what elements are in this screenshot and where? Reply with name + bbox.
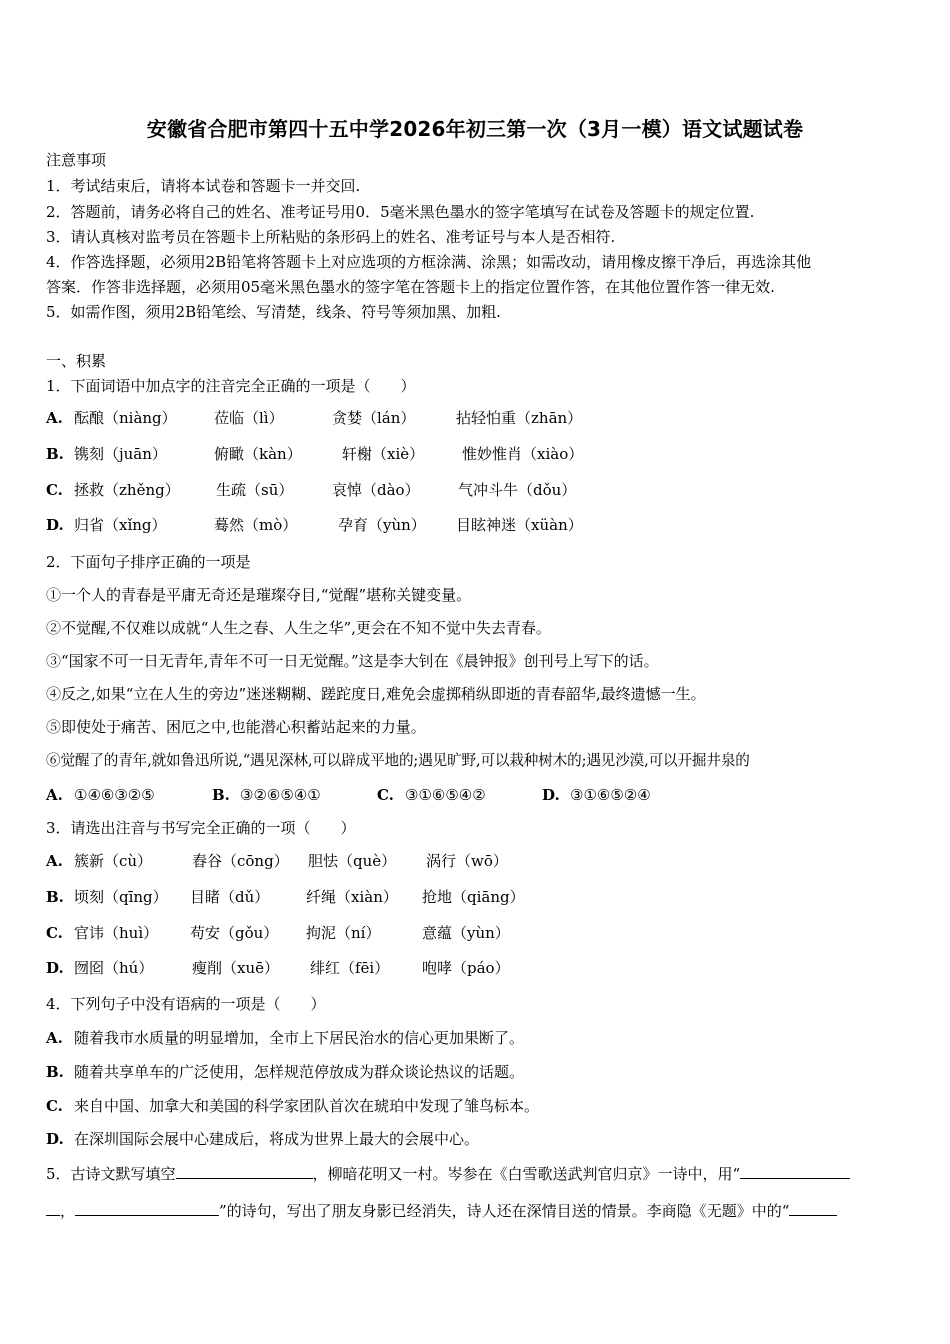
q2-option-c bbox=[377, 785, 486, 805]
q3-word: 意蕴（yùn） bbox=[422, 924, 510, 942]
option-text: 随着共享单车的广泛使用，怎样规范停放成为群众谈论热议的话题。 bbox=[74, 1063, 525, 1081]
notice-item: 2．答题前，请务必将自己的姓名、准考证号用0．5毫米黑色墨水的签字笔填写在试卷及答题卡的规定位置. bbox=[46, 203, 755, 221]
q5-text: 5．古诗文默写填空 bbox=[46, 1165, 176, 1183]
option-label: C. bbox=[46, 481, 63, 499]
notice-item: 答案．作答非选择题，必须用05毫米黑色墨水的签字笔在答题卡上的指定位置作答，在其他位置作答一律无效. bbox=[46, 278, 775, 296]
question-5-line-2 bbox=[46, 1201, 906, 1221]
q3-word: 囫囵（hú） bbox=[74, 959, 154, 977]
q1-word: 惟妙惟肖（xiào） bbox=[462, 445, 584, 463]
q2-sentence: ①一个人的青春是平庸无奇还是璀璨夺目,“觉醒”堪称关键变量。 bbox=[46, 586, 472, 604]
q1-word: 酝酿（niàng） bbox=[74, 409, 177, 427]
question-1-stem: 1．下面词语中加点字的注音完全正确的一项是（ ） bbox=[46, 377, 416, 395]
q2-sentence: ⑥觉醒了的青年,就如鲁迅所说,“遇见深林,可以辟成平地的;遇见旷野,可以栽种树木的;遇见沙漠,可以开掘井泉的 bbox=[46, 752, 750, 769]
q1-word: 镌刻（juān） bbox=[74, 445, 167, 463]
answer-blank[interactable] bbox=[789, 1201, 837, 1216]
option-label: A. bbox=[46, 852, 63, 870]
option-text: 随着我市水质量的明显增加，全市上下居民治水的信心更加果断了。 bbox=[74, 1029, 525, 1047]
option-label: D. bbox=[46, 1130, 64, 1148]
option-label: A. bbox=[46, 1029, 63, 1047]
q2-sentence: ④反之,如果“立在人生的旁边”迷迷糊糊、蹉跎度日,难免会虚掷稍纵即逝的青春韶华,最终遗憾一生。 bbox=[46, 685, 706, 703]
q1-word: 生疏（sū） bbox=[216, 481, 294, 499]
option-label: B. bbox=[46, 445, 64, 463]
q1-word: 气冲斗牛（dǒu） bbox=[458, 481, 577, 499]
q1-word: 归省（xǐng） bbox=[74, 516, 167, 534]
q3-word: 胆怯（què） bbox=[308, 852, 397, 870]
q3-word: 顷刻（qīng） bbox=[74, 888, 168, 906]
q1-word: 莅临（lì） bbox=[214, 409, 284, 427]
q2-sentence: ⑤即使处于痛苦、困厄之中,也能潜心积蓄站起来的力量。 bbox=[46, 718, 426, 736]
q2-sentence: ③“国家不可一日无青年,青年不可一日无觉醒。”这是李大钊在《晨钟报》创刊号上写下的话。 bbox=[46, 652, 659, 670]
q3-word: 拘泥（ní） bbox=[306, 924, 381, 942]
answer-blank[interactable] bbox=[46, 1201, 60, 1216]
option-text: ③②⑥⑤④① bbox=[240, 786, 321, 804]
option-text: 在深圳国际会展中心建成后，将成为世界上最大的会展中心。 bbox=[74, 1130, 480, 1148]
option-label: D. bbox=[46, 959, 64, 977]
q3-option-b bbox=[46, 887, 74, 907]
q1-option-c bbox=[46, 480, 74, 500]
option-label: C. bbox=[46, 1097, 63, 1115]
option-label: B. bbox=[46, 1063, 64, 1081]
q1-word: 目眩神迷（xüàn） bbox=[456, 516, 583, 534]
q1-word: 哀悼（dào） bbox=[332, 481, 420, 499]
option-label: A. bbox=[46, 786, 63, 804]
option-text: ③①⑥⑤②④ bbox=[570, 786, 651, 804]
option-label: C. bbox=[377, 786, 394, 804]
q3-word: 咆哮（páo） bbox=[422, 959, 510, 977]
q5-text: ”的诗句，写出了朋友身影已经消失，诗人还在深情目送的情景。李商隐《无题》中的“ bbox=[219, 1202, 790, 1220]
question-5-line-1 bbox=[46, 1164, 906, 1184]
q3-option-a bbox=[46, 851, 74, 871]
q4-option-b bbox=[46, 1062, 524, 1082]
q3-word: 绯红（fēi） bbox=[310, 959, 390, 977]
option-label: C. bbox=[46, 924, 63, 942]
notice-item: 4．作答选择题，必须用2B铅笔将答题卡上对应选项的方框涂满、涂黑；如需改动，请用橡皮擦干净后，再选涂其他 bbox=[46, 253, 812, 271]
q1-word: 拯救（zhěng） bbox=[74, 481, 180, 499]
notice-item: 5．如需作图，须用2B铅笔绘、写清楚，线条、符号等须加黑、加粗. bbox=[46, 303, 501, 321]
q1-word: 拈轻怕重（zhān） bbox=[456, 409, 583, 427]
q5-text: ，柳暗花明又一村。岑参在《白雪歌送武判官归京》一诗中，用“ bbox=[312, 1165, 741, 1183]
q1-word: 蓦然（mò） bbox=[214, 516, 298, 534]
q2-option-b bbox=[212, 785, 321, 805]
answer-blank[interactable] bbox=[740, 1164, 850, 1179]
q1-word: 轩榭（xiè） bbox=[342, 445, 425, 463]
option-label: B. bbox=[212, 786, 230, 804]
option-text: 来自中国、加拿大和美国的科学家团队首次在琥珀中发现了雏鸟标本。 bbox=[74, 1097, 540, 1115]
option-label: A. bbox=[46, 409, 63, 427]
q3-word: 涡行（wō） bbox=[426, 852, 508, 870]
q4-option-c bbox=[46, 1096, 539, 1116]
q3-option-d bbox=[46, 958, 74, 978]
page-title: 安徽省合肥市第四十五中学2026年初三第一次（3月一模）语文试题试卷 bbox=[146, 117, 804, 141]
question-3-stem: 3．请选出注音与书写完全正确的一项（ ） bbox=[46, 819, 356, 837]
q3-word: 纤绳（xiàn） bbox=[306, 888, 398, 906]
answer-blank[interactable] bbox=[176, 1164, 313, 1179]
q3-word: 瘦削（xuē） bbox=[192, 959, 279, 977]
q1-word: 俯瞰（kàn） bbox=[214, 445, 302, 463]
option-label: B. bbox=[46, 888, 64, 906]
q3-word: 舂谷（cōng） bbox=[192, 852, 289, 870]
q2-option-d bbox=[542, 785, 651, 805]
notice-item: 3．请认真核对监考员在答题卡上所粘贴的条形码上的姓名、准考证号与本人是否相符. bbox=[46, 228, 616, 246]
q1-option-b bbox=[46, 444, 74, 464]
q3-word: 目睹（dǔ） bbox=[190, 888, 270, 906]
q4-option-d bbox=[46, 1129, 479, 1149]
q5-text: ， bbox=[60, 1202, 76, 1220]
option-text: ①④⑥③②⑤ bbox=[74, 786, 155, 804]
q3-word: 抢地（qiāng） bbox=[422, 888, 525, 906]
option-label: D. bbox=[46, 516, 64, 534]
q3-word: 簇新（cù） bbox=[74, 852, 153, 870]
q3-option-c bbox=[46, 923, 74, 943]
q4-option-a bbox=[46, 1028, 524, 1048]
option-label: D. bbox=[542, 786, 560, 804]
q2-option-a bbox=[46, 785, 155, 805]
question-2-stem: 2．下面句子排序正确的一项是 bbox=[46, 553, 251, 571]
option-text: ③①⑥⑤④② bbox=[405, 786, 486, 804]
answer-blank[interactable] bbox=[75, 1201, 219, 1216]
q1-option-d bbox=[46, 515, 74, 535]
q3-word: 苟安（gǒu） bbox=[190, 924, 279, 942]
q1-word: 孕育（yùn） bbox=[338, 516, 426, 534]
q1-option-a bbox=[46, 408, 74, 428]
section-heading: 一、积累 bbox=[46, 352, 107, 370]
notice-item: 1．考试结束后，请将本试卷和答题卡一并交回. bbox=[46, 177, 361, 195]
q2-sentence: ②不觉醒,不仅难以成就“人生之春、人生之华”,更会在不知不觉中失去青春。 bbox=[46, 619, 551, 637]
notice-heading: 注意事项 bbox=[46, 151, 107, 169]
q3-word: 官讳（huì） bbox=[74, 924, 159, 942]
question-4-stem: 4．下列句子中没有语病的一项是（ ） bbox=[46, 995, 326, 1013]
q1-word: 贪婪（lán） bbox=[332, 409, 416, 427]
